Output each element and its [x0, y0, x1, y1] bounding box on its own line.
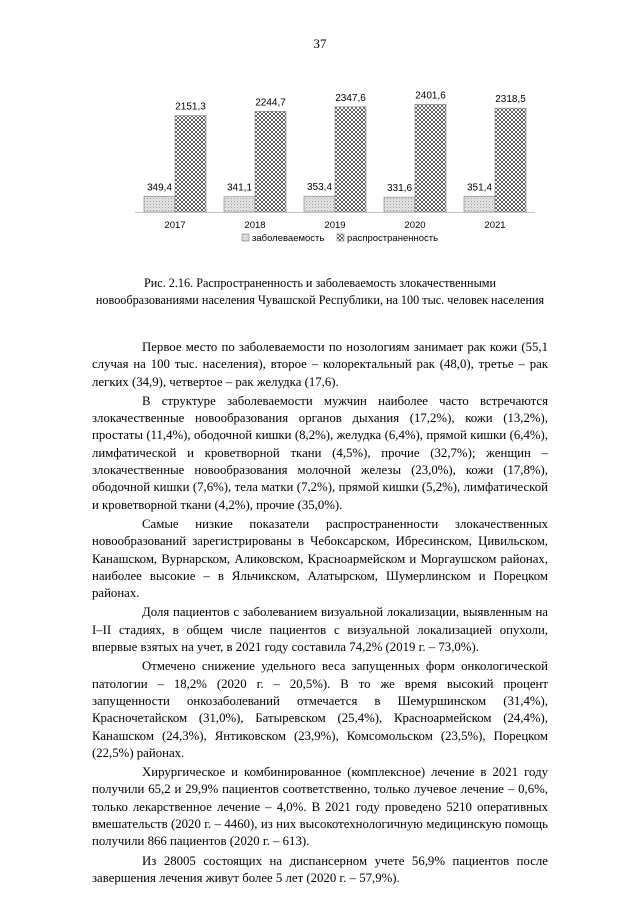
legend-label: заболеваемость [252, 233, 325, 244]
legend-swatch [242, 234, 249, 241]
paragraph: Самые низкие показатели распространенности злокачественных новообразований зарегистрированы в Чебоксарском, Ибресинском, Цивильском, Канашском, Вурнарском, Аликовском, Красноармейском и Моргаушском районах, наиболее высокие – в Яльчикском, Алатырском, Шумерлинском и Порецком районах. [92, 516, 548, 601]
legend-label: распространенность [347, 233, 439, 244]
legend-swatch [337, 234, 344, 241]
data-label: 2401,6 [415, 90, 446, 102]
bar-incidence [144, 196, 175, 212]
data-label: 2318,5 [495, 94, 526, 106]
paragraph: Отмечено снижение удельного веса запущенных форм онкологической патологии – 18,2% (2020 г. – 20,5%). В то же время высокий процент запущенности онкозаболеваний отмечается в Шемуршинском (31,4%), Красночетайском (31,0%), Батыревском (25,4%), Красноармейском (24,4%), Канашском (24,3%), Янтиковском (23,9%), Комсомольском (23,5%), Порецком (22,5%) районах. [92, 659, 548, 760]
data-label: 2151,3 [175, 101, 206, 113]
data-label: 2347,6 [335, 92, 366, 104]
bar-incidence [464, 196, 495, 212]
bar-prevalence [495, 108, 526, 212]
data-label: 353,4 [306, 182, 333, 194]
figure-caption [60, 275, 580, 309]
body-text [92, 339, 548, 889]
paragraph: Хирургическое и комбинированное (комплексное) лечение в 2021 году получили 65,2 и 29,9% пациентов соответственно, только лучевое лечение – 0,6%, только лекарственное лечение – 4,0%. В 2021 году проведено 5210 оперативных вмешательств (2020 г. – 4460), из них высокотехнологичную медицинскую помощь получили 866 пациентов (2020 г. – 613). [92, 765, 548, 849]
x-tick-label: 2018 [244, 220, 266, 231]
bar-incidence [304, 196, 335, 212]
paragraph: В структуре заболеваемости мужчин наиболее часто встречаются злокачественные новообразования органов дыхания (17,2%), кожи (13,2%), простаты (11,4%), ободочной кишки (8,2%), желудка (6,4%), прямой кишки (6,4%), лимфатической и кроветворной ткани (4,5%), прочие (32,7%); женщин – злокачественные новообразования молочной железы (23,0%), кожи (17,8%), ободочной кишки (7,6%), тела матки (7,2%), прямой кишки (5,2%), лимфатической и кроветворной ткани (4,2%), прочие (35,0%). [92, 393, 548, 512]
bar-prevalence [175, 116, 206, 212]
bar-incidence [224, 197, 255, 212]
chart-legend [242, 233, 438, 244]
x-tick-label: 2019 [324, 220, 346, 231]
bar-prevalence [335, 107, 366, 212]
caption-line-2: новообразованиями населения Чувашской Республики, на 100 тыс. человек населения [95, 293, 545, 307]
paragraph: Из 28005 состоящих на диспансерном учете 56,9% пациентов после завершения лечения живут более 5 лет (2020 г. – 57,9%). [92, 853, 548, 885]
x-tick-label: 2021 [484, 220, 506, 231]
x-tick-label: 2020 [404, 220, 426, 231]
page-number: 37 [313, 36, 327, 51]
bar-prevalence [415, 104, 446, 212]
bar-incidence [384, 197, 415, 212]
data-label: 331,6 [386, 183, 413, 195]
caption-line-1: Рис. 2.16. Распространенность и заболеваемость злокачественными [143, 276, 496, 290]
x-tick-label: 2017 [164, 220, 186, 231]
bar-prevalence [255, 111, 286, 212]
data-label: 341,1 [226, 182, 253, 194]
bar-chart [135, 75, 535, 253]
data-label: 2244,7 [255, 97, 286, 109]
x-tick-labels [164, 220, 505, 231]
data-label: 349,4 [146, 182, 173, 194]
data-label: 351,4 [466, 182, 493, 194]
chart-bars [144, 90, 526, 212]
paragraph: Доля пациентов с заболеванием визуальной локализации, выявленным на I–II стадиях, в общем числе пациентов с визуальной локализацией опухоли, впервые взятых на учет, в 2021 году составила 74,2% (2019 г. – 73,0%). [92, 605, 548, 655]
paragraph: Первое место по заболеваемости по нозологиям занимает рак кожи (55,1 случая на 100 тыс. населения), второе – колоректальный рак (48,0), третье – рак легких (34,9), четвертое – рак желудка (17,6). [92, 340, 548, 389]
